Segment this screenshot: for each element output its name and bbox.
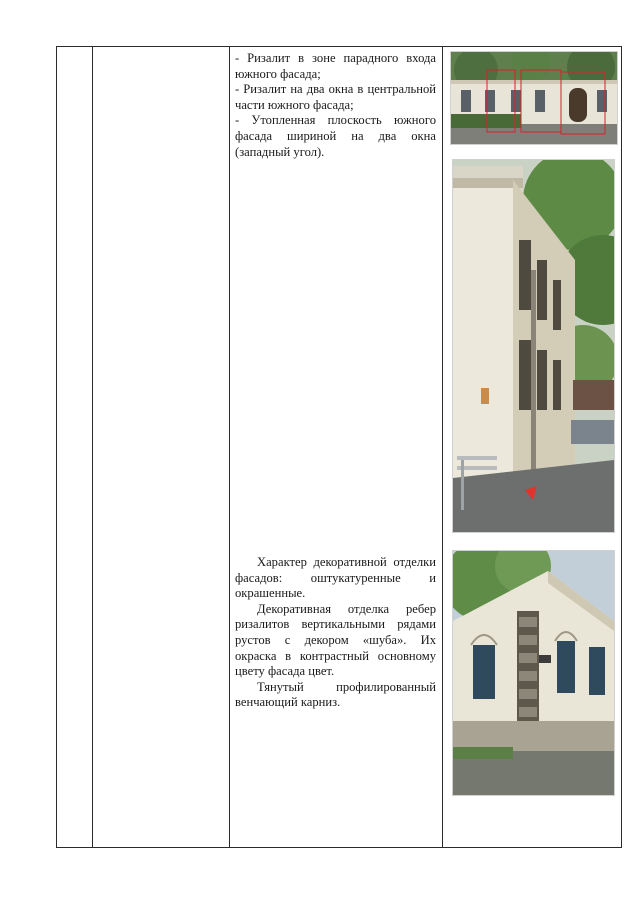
column-divider-3 [442,47,443,847]
document-table [56,46,622,848]
facade-photo-3 [452,550,615,796]
decoration-cornice: Тянутый профилированный венчающий карниз. [235,679,436,710]
feature-risalit-center: - Ризалит на два окна в центральной части южного фасада; [235,82,436,112]
facade-photo-2 [452,159,615,533]
features-text-block [235,51,436,160]
facade-photo-1 [450,51,618,145]
decoration-text-block [235,555,436,711]
feature-risalit-entrance: - Ризалит в зоне парадного входа южного фасада; [235,51,436,81]
feature-recessed-plane: - Утопленная плоскость южного фасада шириной на два окна (западный угол). [235,113,436,159]
column-divider-2 [229,47,230,847]
column-divider-1 [92,47,93,847]
decoration-character: Характер декоративной отделки фасадов: оштукатуренные и окрашенные. [235,555,436,601]
decoration-rib-decor: Декоративная отделка ребер ризалитов вертикальными рядами рустов с декором «шуба». Их окраска в контрастный основному цвету фасада цвет. [235,601,436,679]
